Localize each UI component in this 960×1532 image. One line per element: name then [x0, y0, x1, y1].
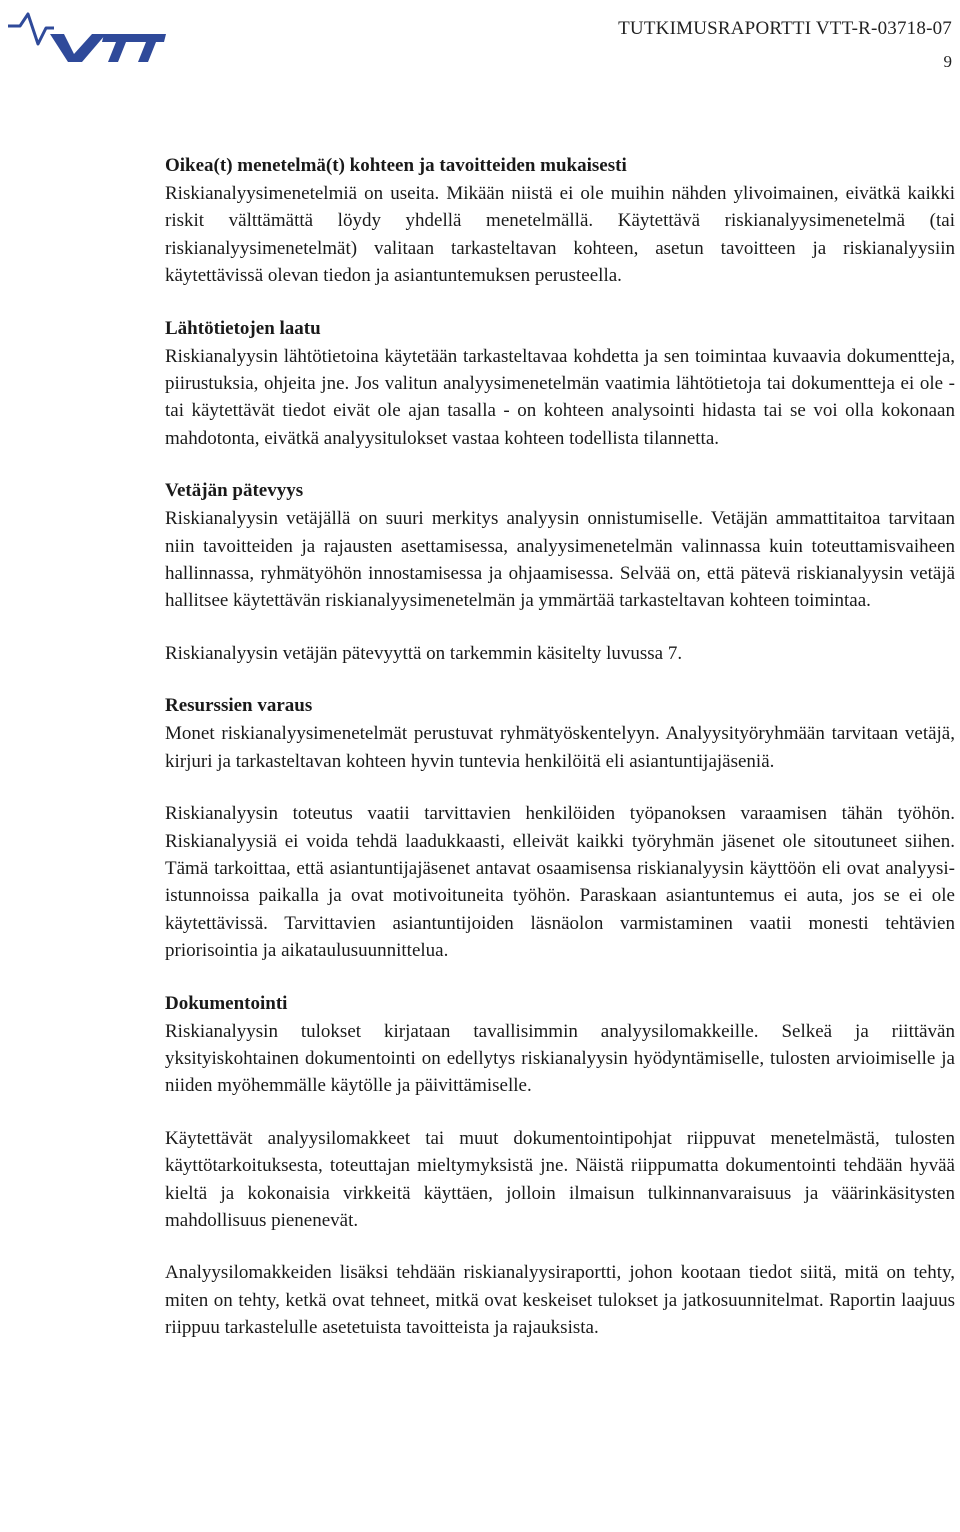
section-documentation [165, 990, 955, 1342]
section-heading: Resurssien varaus [165, 695, 313, 717]
paragraph: Riskianalyysin lähtötietoina käytetään tarkasteltavaa kohdetta ja sen toimintaa kuvaavia dokumentteja, piirustuksia, ohjeita jne. Jos valitun analyysimenetelmän vaatimia lähtötietoja tai dokumentteja ei ole - tai käytettävät tiedot eivät ole ajan tasalla - on kohteen analysointi hidasta tai se voi olla kokonaan mahdotonta, eivätkä analyysitulokset vastaa kohteen todellista tilannetta. [165, 345, 955, 449]
page-number: 9 [943, 52, 952, 71]
paragraph: Käytettävät analyysilomakkeet tai muut dokumentointipohjat riippuvat menetelmästä, tulosten käyttötarkoituksesta, toteuttajan mieltymyksistä jne. Näistä riippumatta dokumentointi tehdään hyvää kieltä ja kokonaisia virkkeitä käyttäen, jolloin ilmaisun tulkinnanvaraisuus ja väärinkäsitysten mahdollisuus pienenevät. [165, 1127, 955, 1231]
document-body [165, 152, 955, 1367]
paragraph: Riskianalyysimenetelmiä on useita. Mikään niistä ei ole muihin nähden ylivoimainen, eivätkä kaikki riskit välttämättä löydy yhdellä menetelmällä. Käytettävä riskianalyysimenetelmä (tai riskianalyysimenetelmät) valitaan tarkasteltavan kohteen, asetun tavoitteen ja riskianalyysiin käytettävissä olevan tiedon ja asiantuntemuksen perusteella. [165, 183, 955, 287]
section-heading: Oikea(t) menetelmä(t) kohteen ja tavoitteiden mukaisesti [165, 155, 627, 176]
paragraph: Riskianalyysin tulokset kirjataan tavallisimmin analyysilomakkeille. Selkeä ja riittävän yksityiskohtainen dokumentointi on edellytys riskianalyysin hyödyntämiselle, tulosten arvioimiselle ja niiden myöhemmälle käytölle ja päivittämiselle. [165, 1020, 955, 1097]
paragraph: Riskianalyysin vetäjän pätevyyttä on tarkemmin käsitelty luvussa 7. [165, 642, 683, 664]
paragraph: Analyysilomakkeiden lisäksi tehdään riskianalyysiraportti, johon kootaan tiedot siitä, mitä on tehty, miten on tehty, ketkä ovat tehneet, mitkä ovat keskeiset tulokset ja jatkosuunnitelmat. Raportin laajuus riippuu tarkastelulle asetetuista tavoitteista ja rajauksista. [165, 1262, 955, 1339]
vtt-logo [6, 4, 166, 64]
section-resources [165, 692, 955, 964]
section-leader-competence [165, 477, 955, 667]
section-heading: Lähtötietojen laatu [165, 317, 321, 339]
paragraph: Riskianalyysin toteutus vaatii tarvittavien henkilöiden työpanoksen varaamisen tähän työhön. Riskianalyysiä ei voida tehdä laadukkaasti, elleivät kaikki työryhmän jäsenet ole sitoutuneet siihen. Tämä tarkoittaa, että asiantuntijajäsenet antavat osaamisensa riskianalyysin käyttöön eli ovat analyysi-istunnoissa paikalla ja ovat motivoituneita työhön. Paraskaan asiantuntemus ei auta, jos se ei ole käytettävissä. Tarvittavien asiantuntijoiden läsnäolon varmistaminen vaatii monesti tehtävien priorisointia ja aikataulusuunnittelua. [165, 803, 955, 962]
report-id: TUTKIMUSRAPORTTI VTT-R-03718-07 [618, 18, 952, 39]
section-heading: Dokumentointi [165, 992, 288, 1014]
section-input-quality [165, 315, 955, 453]
paragraph: Riskianalyysin vetäjällä on suuri merkitys analyysin onnistumiselle. Vetäjän ammattitaitoa tarvitaan niin tavoitteiden ja rajausten asettamisessa, analyysimenetelmän valinnassa kuin toteuttamisvaiheen hallinnassa, ryhmätyöhön innostamisessa ja ohjaamisessa. Selvää on, että pätevä riskianalyysin vetäjä hallitsee käytettävän riskianalyysimenetelmän ja ymmärtää tarkasteltavan kohteen toimintaa. [165, 508, 955, 612]
section-method [165, 152, 955, 290]
paragraph: Monet riskianalyysimenetelmät perustuvat ryhmätyöskentelyyn. Analyysityöryhmään tarvitaan vetäjä, kirjuri ja tarkasteltavan kohteen hyvin tuntevia henkilöitä eli asiantuntijajäseniä. [165, 723, 955, 772]
section-heading: Vetäjän pätevyys [165, 480, 304, 502]
vtt-logo-graphic [6, 4, 166, 64]
